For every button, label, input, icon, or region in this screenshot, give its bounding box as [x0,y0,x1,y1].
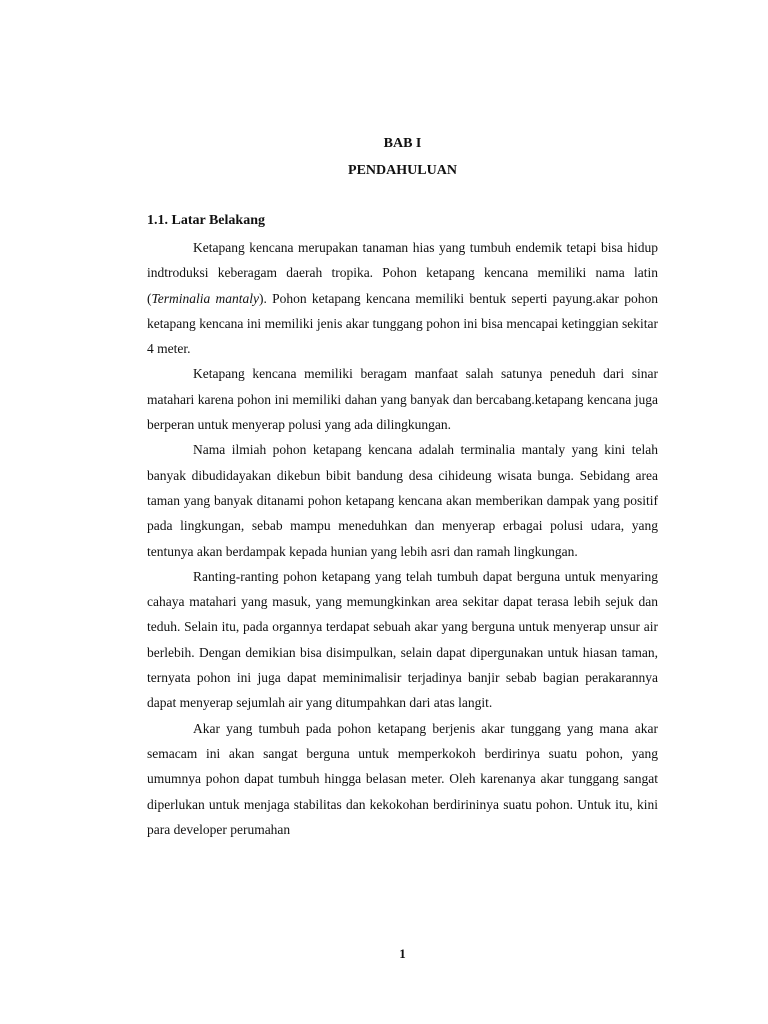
chapter-number: BAB I [383,136,422,151]
chapter-title: PENDAHULUAN [348,163,457,178]
paragraph-4: Ranting-ranting pohon ketapang yang telah tumbuh dapat berguna untuk menyaring cahaya matahari yang masuk, yang memungkinkan area sekitar dapat terasa lebih sejuk dan teduh. Selain itu, pada organnya terdapat sebuah akar yang berguna untuk menyerap unsur air berlebih. Dengan demikian bisa disimpulkan, selain dapat dipergunakan untuk hiasan taman, ternyata pohon ini juga dapat meminimalisir terjadinya banjir sebab bagian perakarannya dapat menyerap sejumlah air yang ditumpahkan dari atas langit. [147,568,658,711]
body-text [147,235,658,842]
paragraph-1-text-start: Ketapang kencana merupakan tanaman hias yang tumbuh endemik tetapi bisa hidup indtroduksi keberagam daerah tropika. Pohon ketapang kencana memiliki nama latin ( [147,240,658,306]
page-number: 1 [399,946,406,961]
paragraph-2: Ketapang kencana memiliki beragam manfaat salah satunya peneduh dari sinar matahari karena pohon ini memiliki dahan yang banyak dan bercabang.ketapang kencana juga berperan untuk menyerap polusi yang ada dilingkungan. [147,366,658,433]
paragraph-3: Nama ilmiah pohon ketapang kencana adalah terminalia mantaly yang kini telah banyak dibudidayakan dikebun bibit bandung desa cihideung wisata bunga. Sebidang area taman yang banyak ditanami pohon ketapang kencana akan memberikan dampak yang positif pada lingkungan, sebab mampu meneduhkan dan menyerap erbagai polusi udara, yang tentunya akan berdampak kepada hunian yang lebih asri dan ramah lingkungan. [147,442,658,559]
paragraph-1-text-end: ). Pohon ketapang kencana memiliki bentuk seperti payung.akar pohon ketapang kencana ini memiliki jenis akar tunggang pohon ini bisa mencapai ketinggian sekitar 4 meter. [147,290,658,357]
paragraph-5: Akar yang tumbuh pada pohon ketapang berjenis akar tunggang yang mana akar semacam ini akan sangat berguna untuk memperkokoh berdirinya suatu pohon, yang umumnya pohon dapat tumbuh hingga belasan meter. Oleh karenanya akar tunggang sangat diperlukan untuk menjaga stabilitas dan kekokohan berdirininya suatu pohon. Untuk itu, kini para developer perumahan [147,720,658,837]
section-heading: 1.1. Latar Belakang [147,213,265,228]
latin-name: Terminalia mantaly [151,290,260,306]
paragraph-1 [147,235,658,361]
